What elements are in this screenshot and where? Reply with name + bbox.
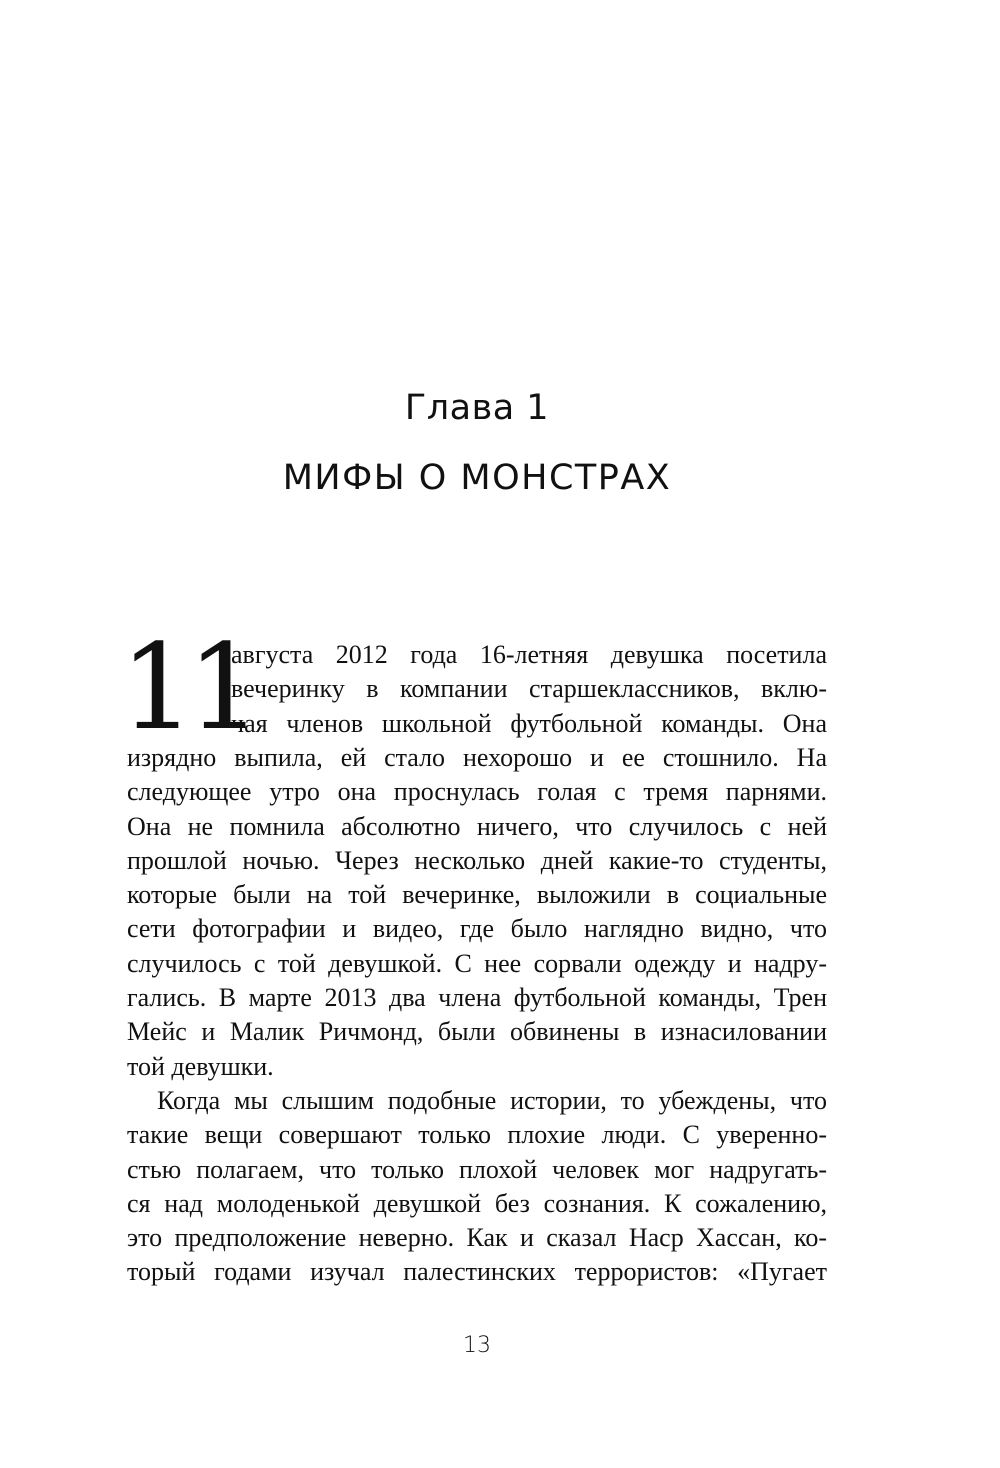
chapter-title: МИФЫ О МОНСТРАХ (282, 458, 672, 498)
text-line: прошлой ночью. Через несколько дней какие-то студенты, (127, 845, 827, 875)
text-line: сети фотографии и видео, где было наглядно видно, что (127, 914, 827, 944)
text-line: это предположение неверно. Как и сказал Наср Хассан, ко- (127, 1223, 827, 1253)
text-line: ся над молоденькой девушкой без сознания. К сожалению, (127, 1188, 827, 1218)
text-line: той девушки. (127, 1051, 274, 1081)
text-line: чая членов школьной футбольной команды. Она (231, 708, 827, 738)
text-line: следующее утро она проснулась голая с тремя парнями. (127, 777, 827, 807)
text-line: такие вещи совершают только плохие люди. С уверенно- (127, 1120, 827, 1150)
paragraph-1-body (127, 741, 827, 1084)
drop-cap: 11 (120, 618, 255, 756)
text-line: Мейс и Малик Ричмонд, были обвинены в изнасиловании (127, 1017, 827, 1047)
text-line: вечеринку в компании старшеклассников, вклю- (231, 674, 827, 704)
drop-cap-container (120, 618, 255, 756)
page-number: 13 (463, 1333, 491, 1358)
paragraph-2-body (127, 1084, 827, 1290)
text-line: Она не помнила абсолютно ничего, что случилось с ней (127, 811, 827, 841)
text-line: стью полагаем, что только плохой человек мог надругать- (127, 1154, 827, 1184)
drop-cap-lines (231, 638, 827, 741)
text-line: случилось с той девушкой. С нее сорвали одежду и надру- (127, 948, 827, 978)
text-line: торый годами изучал палестинских террористов: «Пугает (127, 1257, 827, 1287)
chapter-number: Глава 1 (404, 388, 550, 428)
text-line: Когда мы слышим подобные истории, то убеждены, что (157, 1086, 827, 1115)
text-line: гались. В марте 2013 два члена футбольной команды, Трен (127, 983, 827, 1013)
text-line: августа 2012 года 16-летняя девушка посетила (231, 640, 827, 669)
text-line: изрядно выпила, ей стало нехорошо и ее стошнило. На (127, 743, 827, 772)
text-line: которые были на той вечеринке, выложили в социальные (127, 880, 827, 910)
